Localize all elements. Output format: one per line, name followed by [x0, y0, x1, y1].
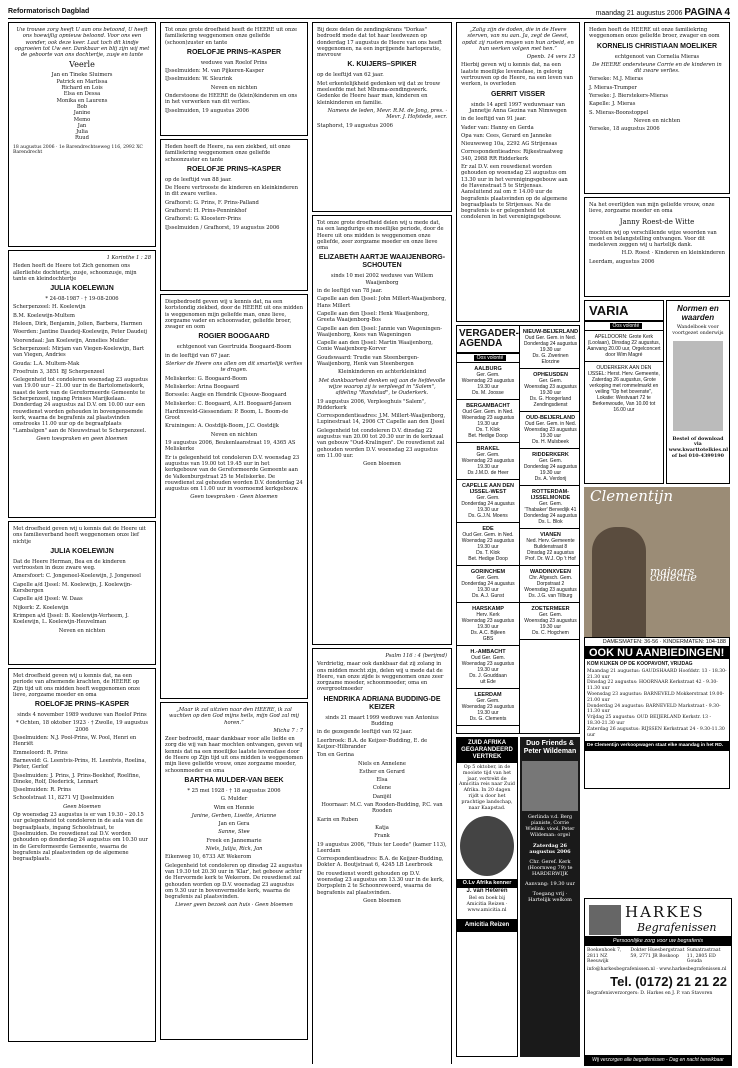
amicitia-logo: Amicitia Reizen — [457, 919, 517, 931]
agenda-entry: LEERDAM Ger. Gem. Woensdag 23 augustus 19.30 uur Ds. G. Clements — [457, 689, 519, 726]
size-info: DAMESMATEN: 36-56 · KINDERMATEN: 104-188 — [584, 637, 730, 647]
ad-zuid-afrika: ZUID AFRIKA GEGARANDEERD VERTREK Op 5 oktober, in de mooiste tijd van het jaar, vertrekt de Amicitia reis naar Zuid Afrika. In 20 dagen rijdt u door het prachtige landschap, naar Kaapstad. O.Lv Afrika kenner J. van Heteren Bel en boek bij Amicitia Reizen · www.amicitia.nl Amicitia Reizen — [456, 737, 518, 1057]
deceased-name: GERRIT VISSER — [490, 90, 546, 98]
agenda-entry: RIDDERKERK Ger. Gem. Donderdag 24 augustus 19.30 uur Ds. A. Verdorij — [520, 449, 580, 486]
agenda-entry: GORINCHEM Ger. Gem. Donderdag 24 augustus 19.30 uur Ds. A.J. Gunst — [457, 566, 519, 603]
agenda-entry: CAPELLE AAN DEN IJSSEL-WEST Ger. Gem. Donderdag 24 augustus 19.30 uur Ds. G.J.N. Moens — [457, 480, 519, 523]
notice-julia-koelewijn: 1 Korinthe 1 : 28 Heden heeft de Heere tot Zich genomen ons allerliefste dochtertje, zusje, schoonzusje, mijn tante en kleindochtertje JULIA KOELEWIJN * 24-08-1987 · † 19-08-2006 Scherpenzeel: H. Koelewijn B.M. Koelewijn-Multem Heleen, Dirk, Benjamin, Jolien, Barbera, Harmen Woerden: Jantine Daudeij-Koelewijn, Peter Daudeij Voorendaal: Jan Koelewijn, Annelies Mulder Scherpenzeel: Mirjam van Viegen-Koelewijn, Bart van Viegen, Andries Gouda: L.A. Multem-Mak Froefruin 3, 3851 BJ Scherpenzeel Gelegenheid tot condoleren woensdag 23 augustus van 19.00 uur – 21.00 uur in de Bartolomeüskerk, naast de kerk van de Gereformeerde Gemeente te Scherpenzeel, ingang Prinses Marijkelaan. Donderdag 24 augustus zal D.V. om 10.00 uur een rouwdienst worden gehouden in bovengenoemde kerk, waarna de begrafenis zal plaatsvinden omstreeks 11.00 uur op de begraafplaats "Lambalgen" aan de Nieuwstraat te Scherpenzeel. Geen toespraken en geen bloemen — [8, 250, 156, 518]
vergader-agenda — [456, 325, 580, 734]
ad-harkes-begrafenissen: HARKES Begrafenissen Persoonlijke zorg voor uw begrafenis Boekenhoek 7, 2811 NZ Reeuwijk Dokter Huesbergstraat 59, 2771 JR Boskoop Sumatrastraat 11, 2805 ED Gouda info@harkesbegrafenissen.nl · www.harkesbegrafenissen.nl Tel. (0172) 21 21 22 Begrafenisverzorgers: D. Harkes en J. P. van Stavoren Wij verzorgen alle begrafenissen - Dag en nacht bereikbaar — [584, 898, 732, 1066]
notice-janny-roest: Na het overlijden van mijn geliefde vrouw, onze lieve, zorgzame moeder en oma Janny Roest-de Witte mochten wij op verschillende wijze woorden van troost en belangstelling ontvangen. Voor dit medeleven zeggen wij u hartelijk dank. H.D. Roest · Kinderen en kleinkinderen Leerdam, augustus 2006 — [584, 197, 730, 297]
ad-clementijn: Clementijn majaars collectie — [584, 487, 730, 637]
deceased-name: ELIZABETH AARTJE WAAIJENBORG-SCHOUTEN — [318, 254, 446, 270]
ad-duo-friends: Duo Friends & Peter Wildeman Gerlinda v.d. Berg pianiste, Corrie Wielink: viool, Peter Wildeman: orgel Zaterdag 26 augustus 2006 Chr. Geref. Kerk (Hoornweg 79) te HARDERWIJK Aanvang: 19.30 uur Toegang vrij · Hartelijk welkom — [520, 737, 580, 1057]
book-cover-image — [673, 341, 723, 431]
notice-kuijers-spiker: Bij deze delen de zendingskrans "Dorkas" bedroefd mede dat tot haar leedwezen op donderdag 17 augustus de Heere van ons heeft weggenomen, na een ingrijpende hartoperatie, mevrouw K. KUIJERS–SPIKER op de leeftijd van 62 jaar. Met erkentelijkheid gedenken wij dat ze trouw meeleefde met het Mbuma-zendingswerk. Gedenke de Heere haar man, kinderen en kleinkinderen en familie. Namens de leden, Mevr. R.M. de Jong, pres. · Mevr. J. Hofstede, secr. Staphorst, 19 augustus 2006 — [312, 22, 452, 212]
notice-veerle: Uw trouwe zorg heeft U aan ons betoond, U heeft ons hoewijlig opnieuw beloond. Voor ons een wonder, ook deze keer. Laat toch dit kindje opgroeien tot Uw eer. Dankbaar en blij zijn wij met de geboorte van ons dochtertje, zusje en tante Veerle Jan en Tineke Sluimers Patrick en Marlissa Richard en Lois Elsa en Dessa Monika en Laurens Bob Janine Memo Jan Julia Ruud 18 augustus 2006 · 1e Barendrechtseweg 116, 2992 XC Barendrecht — [8, 22, 156, 247]
birth-name: Veerle — [69, 60, 95, 70]
portrait-image — [460, 816, 514, 876]
deceased-name: ROELOFJE PRINS–KASPER — [186, 165, 282, 173]
notice-rogier-boogaard: Diepbedroefd geven wij u kennis dat, na een kortstondig ziekbed, door de HEERE uit ons midden is weggenomen mijn geliefde man, onze lieve, zorgzame vader en schoonvader, geliefde broer, zwager en oom ROGIER BOOGAARD echtgenoot van Geertruida Boogaard-Boom in de leeftijd van 67 jaar. Sterker de Heere ons allen om dit smartelijk verlies te dragen. Meliskerke: G. Boogaard-Boom Meliskerke: Arina Boogaard Borssele: Aagje en Hendrik Cijsouw-Boogaard Meliskerke: C. Boogaard, A.H. Boogaard-Jansen Hardinxveld-Giessendam: P. Boom, L. Boom-de Groot Kruiningen: A. Oostdijk-Boom, J.C. Oostdijk Neven en nichten 19 augustus 2006, Beukenlaanstraat 19, 4365 AS Meliskerke Er is gelegenheid tot condoleren D.V. woensdag 23 augustus van 19.00 tot 19.45 uur in het kerkgebouw van de Gereformeerde Gemeente aan de Valkenburgstraat 25 te Meliskerke. De rouwdienst zal gehouden worden D.V. donderdag 24 augustus om 11.00 uur in voornoemd kerkgebouw. Geen toespraken · Geen bloemen — [160, 294, 308, 699]
agenda-entry: ZOETERMEER Ger. Gem. Woensdag 23 augustus 19.30 uur Ds. C. Hogchem — [520, 603, 580, 640]
deceased-name: ROELOFJE PRINS–KASPER — [34, 701, 130, 709]
deceased-name: ROELOFJE PRINS–KASPER — [186, 48, 282, 56]
notice-julia-family: Met droefheid geven wij u kennis dat de Heere uit ons familieverband heeft weggenomen onze lief nichtje JULIA KOELEWIJN Dat de Heere Herman, Bea en de kinderen vertroosten in deze zware weg. Amersfoort: C. Jongeneel-Koelewijn, J. Jongeneel Capelle a/d IJssel: M. Koelewijn, J. Koelewijn-Kersbergen Capelle a/d IJssel: W. Daas Nijkerk: Z. Koelewijn Krimpen a/d IJssel: B. Koelewijn-Verheem, J. Koelewijn, L. Koelewijn-Heuvelman Neven en nichten — [8, 521, 156, 665]
model-photo — [592, 527, 646, 637]
notice-bartha-mulder: „Maar ik zal uitzien naar den HEERE, ik zal wachten op den God mijns heils, mijn God zal mij horen.” Micha 7 : 7 Zeer bedroefd, maar dankbaar voor alle liefde en zorg die wij van haar mochten ontvangen, geven wij kennis dat na een moeilijke laatste levensfase door de Heere op Zijn tijd uit ons midden is weggenomen mijn lieve geliefde vrouw, onze zorgzame moeder, schoonmoeder en oma BARTHA MULDER-VAN BEEK * 25 mei 1928 · † 18 augustus 2006 G. Mulder Wim en Hennie Janine, Gerben, Lisette, Arianne Jan en Gera Sanne, Stee Freek en Jannemarie Niels, Julija, Rick, Jan Eikenweg 10, 6733 AE Wekerom Gelegenheid tot condoleren op dinsdag 22 augustus van 19.30 tot 20.30 uur in 'Klar', het gebouw achter de Hervormde kerk te Wekerom. De rouwdienst zal gehouden worden op D.V. woensdag 23 augustus om 9.30 uur in bovenvermelde kerk, waarna de begrafenis zal plaatsvinden. Liever geen bezoek aan huis · Geen bloemen — [160, 702, 308, 1040]
column-1 — [8, 22, 156, 1064]
agenda-entry: WADDINXVEEN Chr. Afgesch. Gem. Dorpstraat 2 Woensdag 23 augustus Ds. J.G. van Tilburg — [520, 566, 580, 603]
agenda-entry: ROTTERDAM-IJSSELMONDE Ger. Gem. 'Thabaker' Bervedijk 41 Donderdag 24 augustus Ds. L. Blok — [520, 486, 580, 529]
column-2 — [160, 22, 308, 1064]
deceased-name: KORNELIS CHRISTIAAN MOELIKER — [596, 42, 718, 50]
agenda-entry: EDE Oud Ger. Gem. in Ned. Woensdag 23 augustus 19.30 uur Ds. T. Klok Bet. Hedige Doop — [457, 523, 519, 566]
notice-roelofje-2: Tot onze grote droefheid heeft de HEERE uit onze familiekring weggenomen onze geliefde (schoon)zuster en tante ROELOFJE PRINS–KASPER weduwe van Roelof Prins IJsselmuiden: M. van Pijkeren-Kasper IJsselmuiden: W. Sleurink Neven en nichten Onderstoone de HEERE de (klein)kinderen en ons in het verwerken van dit verlies. IJsselmuiden, 19 augustus 2006 — [160, 22, 308, 136]
agenda-title: VERGADER-AGENDA — [457, 326, 519, 354]
notice-hendrika-budding: Psalm 116 : 4 (berijmd) Verdrietig, maar ook dankbaar dat zij zolang in ons midden mocht zijn, delen wij u mede dat de Heere, van onze zijde is weggenomen onze zeer zorgzame moeder, schoonmoeder, oma en overgrootmoeder HENDRIKA ADRIANA BUDDING-DE KEIZER sinds 21 maart 1999 weduwe van Antonius Budding in de gezegende leeftijd van 92 jaar. Leerbroek: B.A. de Keijzer-Budding, E. de Keijzer-Hilbrander Ton en Gerina Niels en Annelene Esther en Gerard Elsa Colene Danijël Hoornaar: M.C. van Rooden-Budding, P.C. van Rooden Karin en Ruben Katja Frank 19 augustus 2006, "Huis ter Leede" (kamer 113), Leerdam Correspondentieadres: B.A. de Keijzer-Budding, Dokter A. Boutjstraat 6, 4245 LB Leerbroek De rouwdienst wordt gehouden op D.V. woensdag 23 augustus om 13.30 uur in de kerk, Dorpsplein 2 te Schoonrewoerd, waarna de begrafenis zal plaatsvinden. Geen bloemen — [312, 648, 452, 1064]
notice-gerrit-visser: „Zalig zijn de doden, die in de Heere sterven, van nu aan. Ja, zegt de Geest, opdat zij rusten mogen van hun arbeid, en hun werken volgen met hen.” Openb. 14 vers 13 Hierbij geven wij u kennis dat, na een laatste moeilijke levensfase, in gelovig vertrouwen op de Heere, na een leven van werken, is overleden GERRIT VISSER sinds 14 april 1997 weduwnaar van Jannetje Anna Gezina van Nimwegen in de leeftijd van 91 jaar. Vader van: Hanny en Gerda Opa van: Cees, Gerard en Janneke Nieuweweg 10a, 2292 AG Strijensas Correspondentieadres: Rijkestraatweg 340, 2988 RR Ridderkerk Er zal D.V. een rouwdienst worden gehouden op woensdag 23 augustus om 13.30 uur in het verenigingsgebouw aan de Havenstraat 5 te Strijensas. Aansluitend zal om ± 14.00 uur de begrafenis plaatsvinden op de algemene begraafplaats te Strijensas. Na de begrafenis is er gelegenheid tot condoleren in het verenigingsgebouw. — [456, 22, 580, 322]
agenda-entry: OPHEUSDEN Ger. Gem. Woensdag 23 augustus 19.30 uur Ds. G. Hoogerland Zendingsdienst — [520, 369, 580, 412]
deceased-name: JULIA KOELEWIJN — [50, 547, 114, 555]
page-date: maandag 21 augustus 2006 PAGINA 4 — [595, 7, 730, 18]
agenda-entry: OUD-BEIJERLAND Oud Ger. Gem. in Ned. Woensdag 23 augustus 19.30 uur Ds. H. Mulsbeek — [520, 412, 580, 449]
deceased-name: BARTHA MULDER-VAN BEEK — [184, 776, 284, 784]
agenda-left: VERGADER-AGENDA Oos volonté AALBURG Ger. Gem. Woensdag 23 augustus 19.30 uur Ds. M. Joosse BERGAMBACHT Oud Ger. Gem. in Ned. Woensdag 23 augustus 19.30 uur Ds. T. Klok Bet. Hedige Doop BRAKEL Ger. Gem. Woensdag 23 augustus 19.30 uur Ds J.M.D. de Heer CAPELLE AAN DEN IJSSEL-WEST Ger. Gem. Donderdag 24 augustus 19.30 uur Ds. G.J.N. Moens EDE Oud Ger. Gem. in Ned. Woensdag 23 augustus 19.30 uur Ds. T. Klok Bet. Hedige Doop GORINCHEM Ger. Gem. Donderdag 24 augustus 19.30 uur Ds. A.J. Gunst HARSKAMP Herv. Kerk Woensdag 23 augustus 19.30 uur Ds. A.C. Bijleen GBS H.-AMBACHT Oud Ger. Gem. Woensdag 23 augustus 19.30 uur Ds. J. Gouddaan uit Ede LEERDAM Ger. Gem. Woensdag 23 augustus 19.30 uur Ds. G. Clements — [457, 326, 519, 726]
deceased-name: JULIA KOELEWIJN — [50, 285, 114, 293]
agenda-entry: BRAKEL Ger. Gem. Woensdag 23 augustus 19.30 uur Ds J.M.D. de Heer — [457, 443, 519, 480]
varia-title: VARIA — [585, 301, 663, 322]
agenda-entry: AALBURG Ger. Gem. Woensdag 23 augustus 19.30 uur Ds. M. Joosse — [457, 363, 519, 400]
agenda-entry: HARSKAMP Herv. Kerk Woensdag 23 augustus 19.30 uur Ds. A.C. Bijleen GBS — [457, 603, 519, 646]
ad-normen-waarden: Normen en waarden Wandelboek voor voortgezet onderwijs Bestel of download via www.kwarttotelkies.nl of bel 010-4399190 — [666, 300, 730, 484]
agenda-entry: NIEUW-BEIJERLAND Oud Ger. Gem. in Ned. Donderdag 24 augustus 19.30 uur Ds. G. Zwerinen Elorzine — [520, 326, 580, 369]
tree-logo-image — [589, 905, 621, 935]
deceased-name: HENDRIKA ADRIANA BUDDING-DE KEIZER — [323, 695, 441, 711]
ad-aanbiedingen: OOK NU AANBIEDINGEN! KOM KIJKEN OP DE KOOPAVONT, VRIJDAG Maandag 21 augustus: GAUDSHAARD Hoofdstr. 13 - 18.30-21.30 uur Dinsdag 22 augustus: HOORNAAR Kerkstraat 42 - 9.30-11.30 uur Woensdag 23 augustus: BARNEVELD Mokkerstraat 19.00-21.00 uur Donderdag 24 augustus: BARNEVELD Markstraat - 9.30-11.30 uur Vrijdag 25 augustus: OUD BEIJERLAND Kerkstr. 13 - 18.30-21.30 uur Zaterdag 26 augustus: RIJSSEN Kerkstraat 24 - 9.30-11.30 uur De Clementijn verkoopwagen staat elke maandag in het RD. — [584, 647, 730, 789]
notice-roelofje-3: Heden heeft de Heere, na een ziekbed, uit onze familiekring weggenomen onze geliefde schoonzuster en tante ROELOFJE PRINS–KASPER op de leeftijd van 88 jaar. De Heere vertrooste de kinderen en kleinkinderen in dit zware verlies. Grafhorst: G. Prins, F. Prins-Palland Grafhorst: H. Prins-Penninkhof Grafhorst: G. Kloosterr-Prins IJsselmuiden / Grafhorst, 19 augustus 2006 — [160, 139, 308, 291]
column-3 — [312, 22, 452, 1064]
performers-photo — [522, 761, 578, 811]
ads-row — [456, 737, 580, 1057]
column-4 — [456, 22, 580, 1064]
notice-kornelis-moeliker: Heden heeft de HEERE uit onze familiekring weggenomen onze geliefde broer, zwager en oom KORNELIS CHRISTIAAN MOELIKER echtgenoot van Cornelia Mieras De HEERE ondersteune Corrie en de kinderen in dit zware verlies. Yerseke: M.J. Mieras J. Mieras-Trumper Yerseke: J. Bierstekers-Mieras Kapelle: J. Mieras S. Mieras-Boonstoppel Neven en nichten Yerseke, 18 augustus 2006 — [584, 22, 730, 194]
agenda-entry: BERGAMBACHT Oud Ger. Gem. in Ned. Woensdag 23 augustus 19.30 uur Ds. T. Klok Bet. Hedige Doop — [457, 400, 519, 443]
notice-elizabeth-waaijenborg: Tot onze grote droefheid delen wij u mede dat, na een langdurige en moeilijke periode, door de Heere uit ons midden is weggenomen onze geliefde, zeer zorgzame moeder en onze lieve oma ELIZABETH AARTJE WAAIJENBORG-SCHOUTEN sinds 10 mei 2002 weduwe van Willem Waaijenborg in de leeftijd van 78 jaar. Capelle aan den IJssel: John Millert-Waaijenborg, Hans Millert Capelle aan den IJssel: Henk Waaijenborg, Greeta Waaijenborg-Bos Capelle aan den IJssel: Jannie van Wageningen-Waaijenborg, Kees van Wageningen Capelle aan den IJssel: Martin Waaijenborg, Conie Waaijenborg-Korver Goudswaard: Trudie van Steenbergen-Waaijenborg, Henk van Steenbergen Kleinkinderen en achterkleinkind Met dankbaarheid denken wij aan de liefdevolle wijze waarop zij is verpleegd in "Salem", afdeling "Randstad", te Ouderkerk. 19 augustus 2006, Verpleeghuis "Salem", Ridderkerk Correspondentieadres: J.M. Millert-Waaijenborg, Lupinestraat 14, 2906 CT Capelle aan den IJssel Gelegenheid tot condoleren D.V. dinsdag 22 augustus van 20.00 tot 20.30 uur in de kerkzaal van gebouw "Oud-Kralingen". De rouwdienst zal gehouden worden D.V. woensdag 23 augustus om 11.00 uur. Geen bloemen — [312, 215, 452, 645]
deceased-name: K. KUIJERS–SPIKER — [347, 61, 417, 69]
notice-roelofje-prins: Met droefheid geven wij u kennis dat, na een periode van afnemende krachten, de HEERE op Zijn tijd uit ons midden heeft weggenomen onze lieve, zorgzame moeder en oma ROELOFJE PRINS–KASPER sinds 4 november 1989 weduwe van Roelof Prins * Ochten, 18 oktober 1923 · † Zwolle, 19 augustus 2006 IJsselmuiden: N.J. Pool-Prins, W. Pool, Henri en Henriët Emmeloord: R. Prins Barneveld: G. Leentvis-Prins, H. Leentvis, Roelina, Pieter, Gerlof IJsselmuiden: J. Prins, J. Prins-Beekhof, Roelfine, Dineke, Rolf, Diederick, Lennart IJsselmuiden: R. Prins Schoolstraat 11, 8271 VJ IJsselmuiden Geen bloemen Op woensdag 23 augustus is er van 19.30 – 20.15 uur gelegenheid tot condoleren in de aula van de begraafplaats, ingang Schoolstraat, te IJsselmuiden. De rouwdienst zal D.V. worden gehouden op donderdag 24 augustus om 10.30 uur in de Gereformeerde Gemeente, waarna de begrafenis zal plaatsvinden op de algemene begraafplaats. — [8, 668, 156, 1042]
deceased-name: ROGIER BOOGAARD — [198, 333, 270, 341]
agenda-entry: H.-AMBACHT Oud Ger. Gem. Woensdag 23 augustus 19.30 uur Ds. J. Gouddaan uit Ede — [457, 646, 519, 689]
family-list: Jan en Tineke Sluimers Patrick en Marlissa Richard en Lois Elsa en Dessa Monika en Laurens Bob Janine Memo Jan Julia Ruud — [51, 72, 113, 142]
phone-number[interactable]: Tel. (0172) 21 21 22 — [610, 973, 727, 989]
varia-row — [584, 300, 730, 484]
page-header — [8, 4, 730, 19]
agenda-entry: VIANEN Ned. Herv. Gemeente Buildenstraat 8 Dinsdag 22 augustus Prof. Dr. W.J. Op 't Hof — [520, 529, 580, 566]
deceased-name: Janny Roest-de Witte — [619, 217, 695, 226]
agenda-right — [519, 326, 580, 733]
varia-box: VARIA Oos volonté APELDOORN: Grote Kerk (Loolaan), Dinsdag 22 augustus, Aanvang 20.00 uur, Orgelconcert door Wim Magré OUDERKERK AAN DEN IJSSEL: Herst. Herv. Gemeente, Zaterdag 26 augustus, Grote verkoping met rommelmarkt en veiling "Op het bovenste", Lokatie: Westvaart 72 te Berkenwoude, Van 10.00 tot 16.00 uur — [584, 300, 664, 484]
paper-title: Reformatorisch Dagblad — [8, 8, 90, 15]
